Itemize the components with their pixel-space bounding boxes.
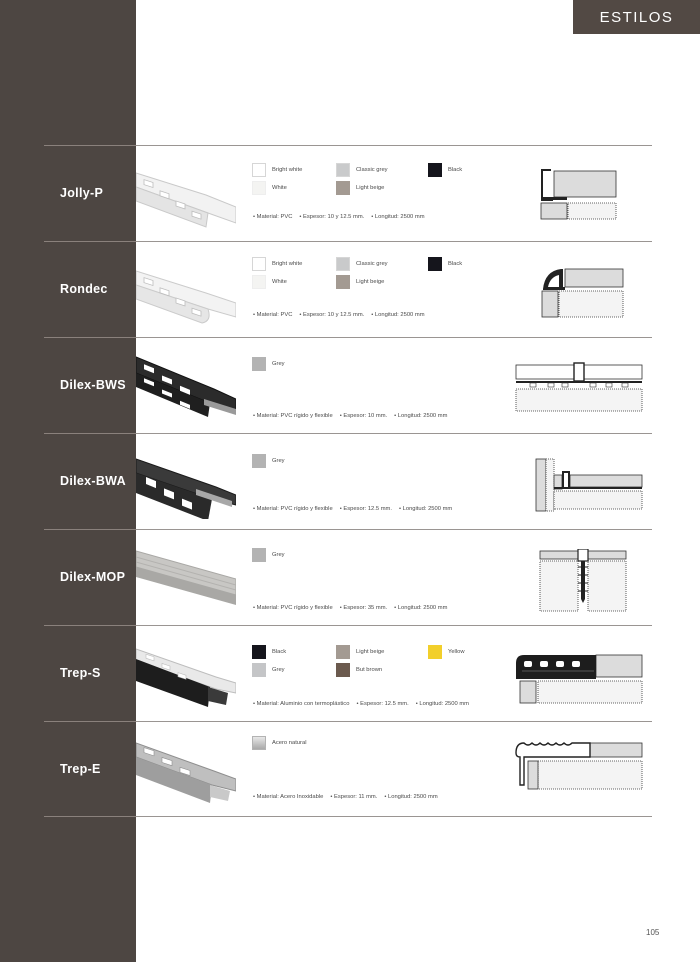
color-label: Grey bbox=[272, 361, 285, 367]
profile-row-dilex-bwa bbox=[44, 433, 652, 529]
profile-name: Jolly-P bbox=[60, 186, 104, 200]
spec-thickness: • Espesor: 35 mm. bbox=[339, 605, 388, 611]
color-label: Bright white bbox=[272, 167, 303, 173]
color-swatch-light-beige bbox=[336, 645, 384, 659]
color-label: Black bbox=[448, 167, 463, 173]
spec-material: • Material: Acero Inoxidable bbox=[253, 794, 324, 800]
color-chip bbox=[336, 163, 350, 177]
color-chip bbox=[252, 663, 266, 677]
color-label: Bright white bbox=[272, 261, 303, 267]
profile-photo bbox=[136, 155, 236, 231]
spec-material: • Material: PVC rígido y flexible bbox=[253, 506, 333, 512]
color-label: Classic grey bbox=[356, 167, 388, 173]
profile-photo bbox=[136, 539, 236, 615]
color-label: Grey bbox=[272, 552, 285, 558]
color-chip bbox=[252, 454, 266, 468]
color-chip bbox=[336, 181, 350, 195]
spec-thickness: • Espesor: 10 mm. bbox=[339, 413, 388, 419]
color-swatch-black bbox=[428, 257, 462, 271]
profile-name: Dilex-BWS bbox=[60, 378, 126, 392]
spec-material: • Material: PVC bbox=[253, 312, 293, 318]
color-swatch-light-beige bbox=[336, 181, 384, 195]
profile-name: Trep-E bbox=[60, 762, 101, 776]
color-label: Black bbox=[272, 649, 287, 655]
spec-thickness: • Espesor: 12.5 mm. bbox=[339, 506, 392, 512]
profile-specs bbox=[253, 413, 454, 419]
color-swatch-acero-natural bbox=[252, 736, 306, 750]
color-chip bbox=[252, 163, 266, 177]
profile-row-dilex-mop bbox=[44, 529, 652, 625]
profile-photo bbox=[136, 635, 236, 711]
color-label: But brown bbox=[356, 667, 383, 673]
profile-name: Trep-S bbox=[60, 666, 101, 680]
spec-length: • Longitud: 2500 mm bbox=[415, 701, 470, 707]
spec-thickness: • Espesor: 10 y 12.5 mm. bbox=[299, 214, 365, 220]
color-swatch-grey bbox=[252, 663, 285, 677]
row-divider bbox=[136, 433, 652, 434]
color-chip bbox=[336, 275, 350, 289]
profile-cross-section-diagram bbox=[514, 739, 644, 791]
color-label: Classic grey bbox=[356, 261, 388, 267]
profile-row-dilex-bws bbox=[44, 337, 652, 433]
row-divider bbox=[136, 625, 652, 626]
color-label: Acero natural bbox=[272, 740, 307, 746]
color-label: Grey bbox=[272, 458, 285, 464]
spec-length: • Longitud: 2500 mm bbox=[371, 214, 425, 220]
spec-thickness: • Espesor: 11 mm. bbox=[330, 794, 378, 800]
color-swatch-black bbox=[252, 645, 286, 659]
profile-row-jolly-p bbox=[44, 145, 652, 241]
row-divider bbox=[136, 721, 652, 722]
color-swatch-classic-grey bbox=[336, 257, 388, 271]
row-divider bbox=[136, 145, 652, 146]
color-swatch-but-brown bbox=[336, 663, 382, 677]
profile-row-trep-s bbox=[44, 625, 652, 721]
section-tag: ESTILOS bbox=[573, 0, 700, 34]
color-swatch-black bbox=[428, 163, 462, 177]
color-swatch-light-beige bbox=[336, 275, 384, 289]
color-label: White bbox=[272, 279, 287, 285]
color-chip bbox=[252, 736, 266, 750]
color-label: White bbox=[272, 185, 287, 191]
color-swatch-white bbox=[252, 275, 287, 289]
color-label: Yellow bbox=[448, 649, 465, 655]
profile-row-trep-e bbox=[44, 721, 652, 817]
row-divider bbox=[136, 529, 652, 530]
spec-material: • Material: PVC bbox=[253, 214, 293, 220]
color-chip bbox=[252, 548, 266, 562]
spec-material: • Material: PVC rígido y flexible bbox=[253, 605, 333, 611]
profile-photo bbox=[136, 443, 236, 519]
color-chip bbox=[252, 181, 266, 195]
profile-cross-section-diagram bbox=[514, 361, 644, 413]
page-number: 105 bbox=[646, 928, 660, 937]
spec-length: • Longitud: 2500 mm bbox=[398, 506, 453, 512]
color-chip bbox=[252, 357, 266, 371]
spec-length: • Longitud: 2500 mm bbox=[394, 413, 448, 419]
color-swatch-white bbox=[252, 181, 287, 195]
profile-name: Rondec bbox=[60, 282, 108, 296]
color-chip bbox=[428, 257, 442, 271]
profile-specs bbox=[253, 605, 454, 611]
color-swatch-bright-white bbox=[252, 257, 302, 271]
profile-cross-section-diagram bbox=[539, 265, 629, 321]
color-chip bbox=[252, 257, 266, 271]
profile-photo bbox=[136, 251, 236, 327]
profile-cross-section-diagram bbox=[538, 549, 628, 613]
profile-specs bbox=[253, 794, 445, 800]
profile-specs bbox=[253, 506, 459, 512]
color-chip bbox=[252, 645, 266, 659]
profile-cross-section-diagram bbox=[534, 457, 644, 513]
profile-row-rondec bbox=[44, 241, 652, 337]
color-chip bbox=[336, 663, 350, 677]
profile-photo bbox=[136, 347, 236, 423]
color-chip bbox=[252, 275, 266, 289]
spec-length: • Longitud: 2500 mm bbox=[371, 312, 425, 318]
spec-material: • Material: Aluminio con termoplástico bbox=[253, 701, 350, 707]
bottom-divider bbox=[136, 816, 652, 817]
color-label: Light beige bbox=[356, 185, 385, 191]
profile-specs bbox=[253, 214, 432, 220]
spec-length: • Longitud: 2500 mm bbox=[394, 605, 448, 611]
color-label: Black bbox=[448, 261, 463, 267]
color-chip bbox=[428, 163, 442, 177]
color-swatch-bright-white bbox=[252, 163, 302, 177]
row-divider bbox=[136, 241, 652, 242]
row-divider bbox=[136, 337, 652, 338]
spec-material: • Material: PVC rígido y flexible bbox=[253, 413, 333, 419]
color-swatch-classic-grey bbox=[336, 163, 388, 177]
profile-specs bbox=[253, 312, 432, 318]
profile-cross-section-diagram bbox=[514, 651, 644, 707]
color-chip bbox=[336, 645, 350, 659]
color-label: Grey bbox=[272, 667, 285, 673]
color-chip bbox=[428, 645, 442, 659]
profile-cross-section-diagram bbox=[539, 167, 624, 223]
color-swatch-grey bbox=[252, 454, 285, 468]
spec-thickness: • Espesor: 10 y 12.5 mm. bbox=[299, 312, 365, 318]
color-label: Light beige bbox=[356, 279, 385, 285]
color-swatch-grey bbox=[252, 548, 285, 562]
bottom-divider-left bbox=[44, 816, 136, 817]
profile-name: Dilex-BWA bbox=[60, 474, 126, 488]
profile-specs bbox=[253, 701, 476, 707]
profile-name: Dilex-MOP bbox=[60, 570, 126, 584]
color-label: Light beige bbox=[356, 649, 385, 655]
spec-length: • Longitud: 2500 mm bbox=[384, 794, 438, 800]
color-swatch-grey bbox=[252, 357, 285, 371]
profile-photo bbox=[136, 731, 236, 807]
spec-thickness: • Espesor: 12.5 mm. bbox=[356, 701, 409, 707]
color-swatch-yellow bbox=[428, 645, 465, 659]
color-chip bbox=[336, 257, 350, 271]
